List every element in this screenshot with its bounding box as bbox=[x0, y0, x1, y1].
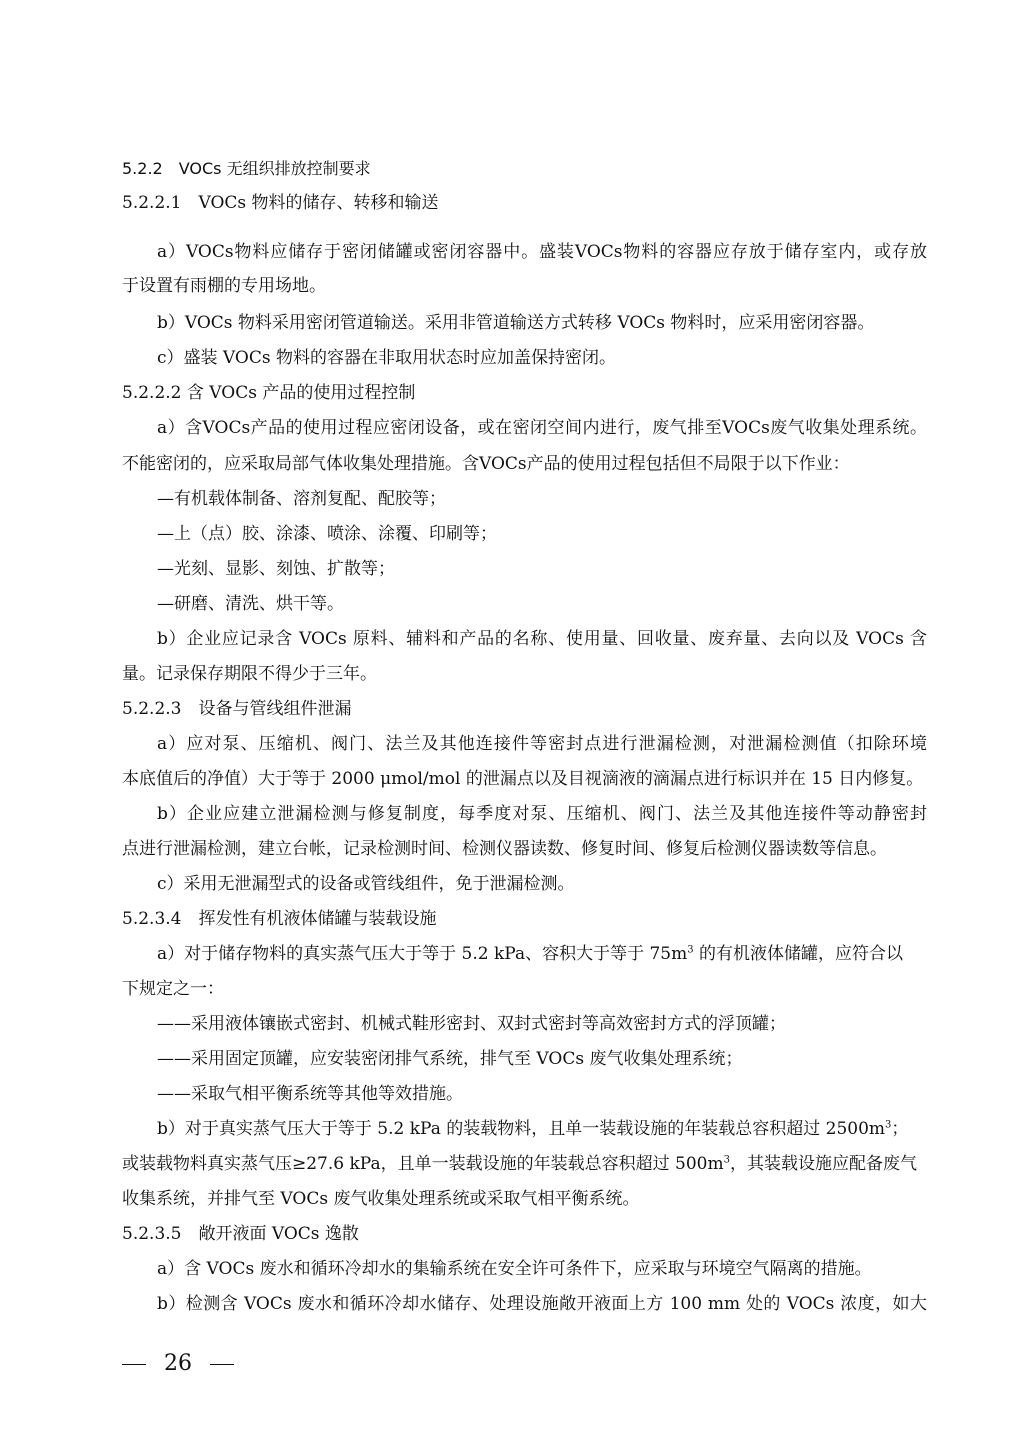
footer-dash-left bbox=[122, 1364, 146, 1365]
list-item: —有机载体制备、溶剂复配、配胶等； bbox=[157, 489, 446, 509]
section-heading-5-2-2-2: 5.2.2.2 含 VOCs 产品的使用过程控制 bbox=[122, 383, 416, 403]
paragraph-line: 于设置有雨棚的专用场地。 bbox=[122, 276, 326, 296]
footer-dash-right bbox=[210, 1364, 234, 1365]
page-number: 26 bbox=[164, 1351, 192, 1376]
paragraph-line: b）VOCs 物料采用密闭管道输送。采用非管道输送方式转移 VOCs 物料时，应采用密闭容器。 bbox=[157, 313, 875, 333]
paragraph-line: a）含VOCs产品的使用过程应密闭设备，或在密闭空间内进行，废气排至VOCs废气收集处理系统。 bbox=[157, 418, 927, 438]
paragraph-line: a）含 VOCs 废水和循环冷却水的集输系统在安全许可条件下，应采取与环境空气隔离的措施。 bbox=[157, 1259, 872, 1279]
paragraph-line: b）企业应建立泄漏检测与修复制度，每季度对泵、压缩机、阀门、法兰及其他连接件等动静密封 bbox=[157, 804, 927, 824]
list-item: —光刻、显影、刻蚀、扩散等； bbox=[157, 559, 395, 579]
list-item: ——采取气相平衡系统等其他等效措施。 bbox=[157, 1084, 463, 1104]
paragraph-line: a）对于储存物料的真实蒸气压大于等于 5.2 kPa、容积大于等于 $75m^3$ 的有机液体储罐，应符合以 bbox=[157, 944, 904, 964]
paragraph-line: c）采用无泄漏型式的设备或管线组件，免于泄漏检测。 bbox=[157, 874, 575, 894]
paragraph-line: a）应对泵、压缩机、阀门、法兰及其他连接件等密封点进行泄漏检测，对泄漏检测值（扣除环境 bbox=[157, 734, 927, 754]
section-heading-5-2-3-4: 5.2.3.4 挥发性有机液体储罐与装载设施 bbox=[122, 909, 437, 929]
paragraph-line: 不能密闭的，应采取局部气体收集处理措施。含VOCs产品的使用过程包括但不局限于以下作业： bbox=[122, 454, 850, 474]
paragraph-line: 下规定之一： bbox=[122, 979, 224, 999]
section-heading-5-2-2: 5.2.2 VOCs 无组织排放控制要求 bbox=[122, 159, 371, 178]
list-item: ——采用固定顶罐，应安装密闭排气系统，排气至 VOCs 废气收集处理系统； bbox=[157, 1049, 743, 1069]
paragraph-line: 点进行泄漏检测，建立台帐，记录检测时间、检测仪器读数、修复时间、修复后检测仪器读数等信息。 bbox=[122, 839, 887, 859]
section-heading-5-2-3-5: 5.2.3.5 敞开液面 VOCs 逸散 bbox=[122, 1224, 359, 1244]
paragraph-line: b）企业应记录含 VOCs 原料、辅料和产品的名称、使用量、回收量、废弃量、去向以及 VOCs 含 bbox=[157, 629, 927, 649]
paragraph-line: a）VOCs物料应储存于密闭储罐或密闭容器中。盛装VOCs物料的容器应存放于储存室内，或存放 bbox=[157, 242, 927, 262]
paragraph-line: b）对于真实蒸气压大于等于 5.2 kPa 的装载物料，且单一装载设施的年装载总容积超过 $2500m^3$； bbox=[157, 1119, 909, 1139]
list-item: —研磨、清洗、烘干等。 bbox=[157, 594, 344, 614]
list-item: ——采用液体镶嵌式密封、机械式鞋形密封、双封式密封等高效密封方式的浮顶罐； bbox=[157, 1014, 786, 1034]
paragraph-line: 收集系统，并排气至 VOCs 废气收集处理系统或采取气相平衡系统。 bbox=[122, 1189, 640, 1209]
paragraph-line: 或装载物料真实蒸气压≥27.6 kPa，且单一装载设施的年装载总容积超过 $500m^3$，其装载设施应配备废气 bbox=[122, 1154, 917, 1174]
paragraph-line: 本底值后的净值）大于等于 2000 μmol/mol 的泄漏点以及目视滴液的滴漏点进行标识并在 15 日内修复。 bbox=[122, 769, 924, 789]
section-heading-5-2-2-3: 5.2.2.3 设备与管线组件泄漏 bbox=[122, 699, 352, 719]
paragraph-line: b）检测含 VOCs 废水和循环冷却水储存、处理设施敞开液面上方 100 mm 处的 VOCs 浓度，如大 bbox=[157, 1294, 927, 1314]
page-footer bbox=[122, 1349, 234, 1379]
section-heading-5-2-2-1: 5.2.2.1 VOCs 物料的储存、转移和输送 bbox=[122, 193, 439, 213]
list-item: —上（点）胶、涂漆、喷涂、涂覆、印刷等； bbox=[157, 524, 497, 544]
paragraph-line: c）盛装 VOCs 物料的容器在非取用状态时应加盖保持密闭。 bbox=[157, 348, 616, 368]
paragraph-line: 量。记录保存期限不得少于三年。 bbox=[122, 664, 377, 684]
